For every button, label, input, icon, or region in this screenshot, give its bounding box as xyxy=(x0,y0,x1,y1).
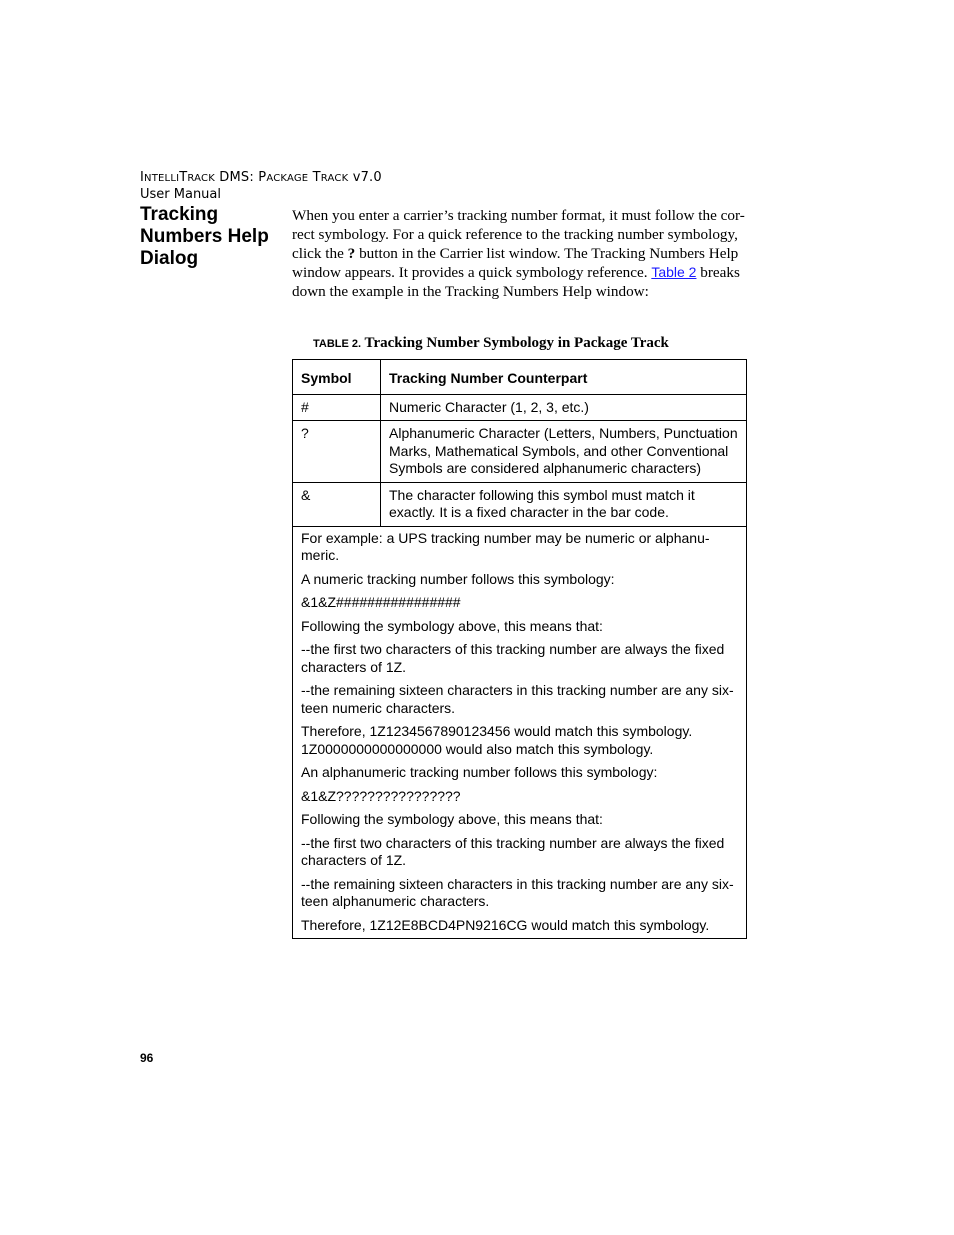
example-paragraph: --the first two characters of this tracking number are always the fixed characters of 1Z. xyxy=(301,641,725,675)
header-product-initial: T xyxy=(179,170,188,185)
header-product-smallcaps: RACK xyxy=(187,173,215,184)
table-row xyxy=(293,421,747,483)
example-paragraph: Therefore, 1Z12E8BCD4PN9216CG would match this symbology. xyxy=(301,916,710,933)
symbol-cell: # xyxy=(293,394,381,421)
table-row xyxy=(293,482,747,526)
intro-help-button-ref: ? xyxy=(347,244,356,262)
header-product-initial: T xyxy=(308,170,321,185)
header-product-smallcaps: ACKAGE xyxy=(266,173,309,184)
intro-text: breaks down the example in the Tracking Numbers Help window: xyxy=(292,264,740,301)
table-2-link[interactable]: Table 2 xyxy=(651,264,697,281)
table-row xyxy=(293,394,747,421)
example-paragraph: &1&Z???????????????? xyxy=(301,787,461,804)
example-cell xyxy=(293,526,747,939)
table-caption xyxy=(313,335,669,352)
section-heading-line: Numbers Help xyxy=(140,226,269,247)
column-header-counterpart: Tracking Number Counterpart xyxy=(381,360,747,395)
example-paragraph: Therefore, 1Z1234567890123456 would match this symbology. 1Z0000000000000000 would also match this symbology. xyxy=(301,723,693,757)
table-caption-title: Tracking Number Symbology in Package Track xyxy=(361,335,669,351)
table-header-row xyxy=(293,360,747,395)
example-paragraph: For example: a UPS tracking number may be numeric or alphanu-meric. xyxy=(301,529,710,563)
header-product-dms: DMS: xyxy=(214,170,259,185)
running-header-subtitle: User Manual xyxy=(140,187,222,202)
example-paragraph: --the remaining sixteen characters in this tracking number are any six-teen numeric characters. xyxy=(301,682,734,716)
example-paragraph: --the first two characters of this tracking number are always the fixed characters of 1Z. xyxy=(301,834,725,868)
header-product-smallcaps: NTELLI xyxy=(144,173,180,184)
table-caption-label: TABLE 2. xyxy=(313,338,362,350)
section-heading xyxy=(140,204,280,270)
symbology-table xyxy=(292,359,747,939)
example-paragraph: &1&Z################ xyxy=(301,594,461,610)
page-number: 96 xyxy=(140,1051,154,1065)
example-row xyxy=(293,526,747,939)
section-heading-line: Tracking xyxy=(140,204,219,225)
example-paragraph: --the remaining sixteen characters in this tracking number are any six-teen alphanumeric characters. xyxy=(301,875,734,909)
running-header-title xyxy=(140,170,382,185)
symbol-cell: ? xyxy=(293,421,381,483)
counterpart-cell: The character following this symbol must match it exactly. It is a fixed character in the bar code. xyxy=(381,482,747,526)
header-product-initial: P xyxy=(258,170,267,185)
counterpart-cell: Alphanumeric Character (Letters, Numbers, Punctuation Marks, Mathematical Symbols, and other Conventional Symbols are considered alphanumeric characters) xyxy=(381,421,747,483)
counterpart-cell: Numeric Character (1, 2, 3, etc.) xyxy=(381,394,747,421)
section-heading-line: Dialog xyxy=(140,248,199,269)
intro-text: When you enter a carrier’s tracking number format, it must follow the cor-rect symbology. For a quick reference to the tracking number symbology, click the xyxy=(292,207,745,262)
intro-text: button in the Carrier list window. The Tracking Numbers Help window appears. It provides a quick symbology reference. xyxy=(292,244,739,282)
intro-paragraph xyxy=(292,207,760,302)
symbol-cell: & xyxy=(293,482,381,526)
example-paragraph: Following the symbology above, this means that: xyxy=(301,811,603,827)
example-paragraph: A numeric tracking number follows this symbology: xyxy=(301,570,615,587)
header-product-version: v7.0 xyxy=(348,170,382,185)
header-product-smallcaps: RACK xyxy=(320,173,349,184)
header-product-initial: I xyxy=(140,170,145,185)
example-paragraph: An alphanumeric tracking number follows this symbology: xyxy=(301,764,658,780)
example-paragraph: Following the symbology above, this means that: xyxy=(301,617,603,634)
column-header-symbol: Symbol xyxy=(293,360,381,395)
